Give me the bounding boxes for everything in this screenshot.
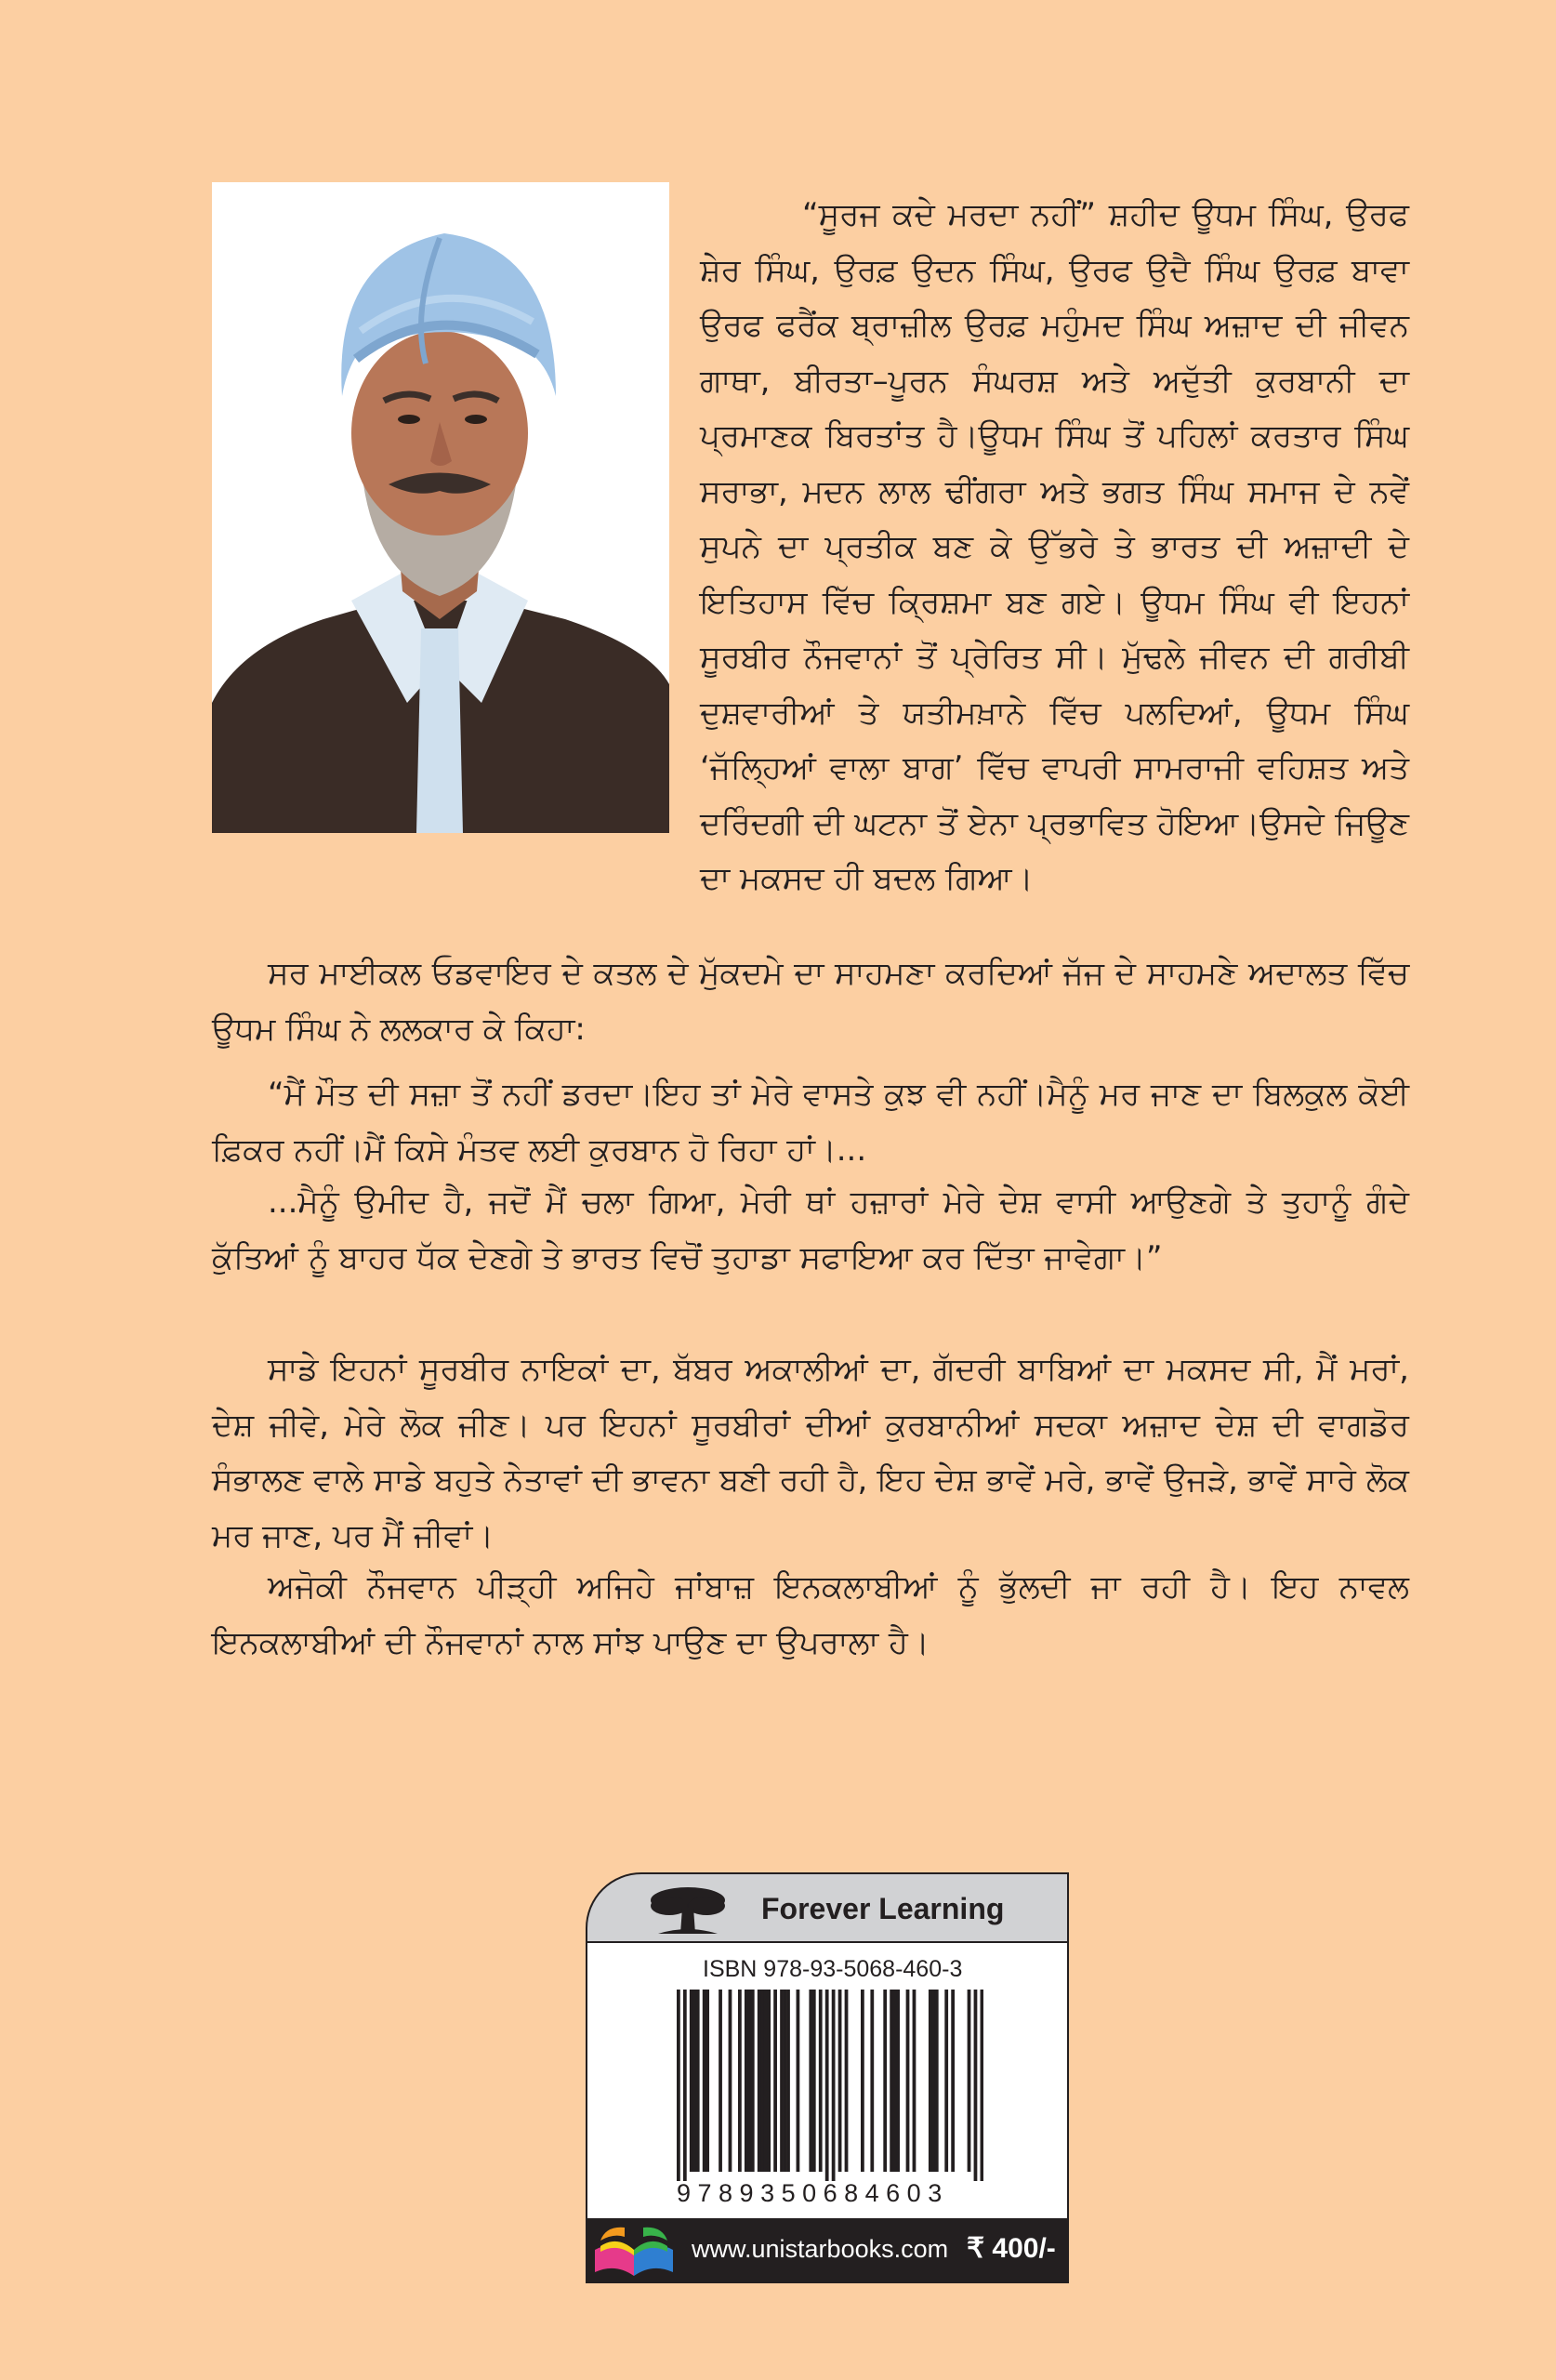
barcode-bar — [893, 1990, 897, 2172]
barcode-bar — [683, 1990, 687, 2181]
barcode-bar — [944, 1990, 948, 2172]
barcode-bar — [809, 1990, 812, 2172]
barcode-bar — [692, 1990, 696, 2172]
barcode-bar — [705, 1990, 709, 2172]
barcode-bar — [819, 1990, 823, 2172]
barcode-digits: 9789350684603 — [677, 2179, 949, 2207]
barcode-bar — [747, 1990, 751, 2172]
barcode-bar — [784, 1990, 787, 2172]
barcode-box — [586, 1872, 1069, 2272]
barcode-bar — [764, 1990, 768, 2172]
barcode-bar — [703, 1990, 706, 2172]
barcode-bar — [870, 1990, 874, 2172]
barcode-bar — [825, 1990, 829, 2181]
publisher-website: www.unistarbooks.com — [692, 2235, 949, 2263]
barcode-bar — [786, 1990, 790, 2172]
barcode-bar — [780, 1990, 784, 2172]
blurb-paragraph-1 — [212, 188, 1409, 907]
barcode-bar — [767, 1990, 771, 2172]
barcode-bar — [906, 1990, 910, 2172]
barcode-bar — [838, 1990, 842, 2172]
barcode-bar — [773, 1990, 777, 2172]
barcode-bar — [896, 1990, 900, 2172]
barcode-bar — [677, 1990, 680, 2181]
barcode-bar — [729, 1990, 732, 2172]
blurb-paragraph-1-text: “ਸੂਰਜ ਕਦੇ ਮਰਦਾ ਨਹੀਂ” ਸ਼ਹੀਦ ਊਧਮ ਸਿੰਘ, ਉਰਫ ਸ਼ੇਰ ਸਿੰਘ, ਉਰਫ਼ ਉਦਨ ਸਿੰਘ, ਉਰਫ ਉਦੈ ਸਿੰਘ ਉਰਫ਼ ਬਾਵਾ ਉਰਫ ਫਰੈਂਕ ਬ੍ਰਾਜ਼ੀਲ ਉਰਫ਼ ਮਹੁੰਮਦ ਸਿੰਘ ਅਜ਼ਾਦ ਦੀ ਜੀਵਨ ਗਾਥਾ, ਬੀਰਤਾ–ਪੂਰਨ ਸੰਘਰਸ਼ ਅਤੇ ਅਦੁੱਤੀ ਕੁਰਬਾਨੀ ਦਾ ਪ੍ਰਮਾਣਕ ਬਿਰਤਾਂਤ ਹੈ।ਊਧਮ ਸਿੰਘ ਤੋਂ ਪਹਿਲਾਂ ਕਰਤਾਰ ਸਿੰਘ ਸਰਾਭਾ, ਮਦਨ ਲਾਲ ਢੀਂਗਰਾ ਅਤੇ ਭਗਤ ਸਿੰਘ ਸਮਾਜ ਦੇ ਨਵੇਂ ਸੁਪਨੇ ਦਾ ਪ੍ਰਤੀਕ ਬਣ ਕੇ ਉੱਭਰੇ ਤੇ ਭਾਰਤ ਦੀ ਅਜ਼ਾਦੀ ਦੇ ਇਤਿਹਾਸ ਵਿੱਚ ਕ੍ਰਿਸ਼ਮਾ ਬਣ ਗਏ। ਊਧਮ ਸਿੰਘ ਵੀ ਇਹਨਾਂ ਸੂਰਬੀਰ ਨੌਜਵਾਨਾਂ ਤੋਂ ਪ੍ਰੇਰਿਤ ਸੀ। ਮੁੱਢਲੇ ਜੀਵਨ ਦੀ ਗਰੀਬੀ ਦੁਸ਼ਵਾਰੀਆਂ ਤੇ ਯਤੀਮਖ਼ਾਨੇ ਵਿੱਚ ਪਲਦਿਆਂ, ਊਧਮ ਸਿੰਘ ‘ਜੱਲ੍ਹਿਆਂ ਵਾਲਾ ਬਾਗ’ ਵਿੱਚ ਵਾਪਰੀ ਸਾਮਰਾਜੀ ਵਹਿਸ਼ਤ ਅਤੇ ਦਰਿੰਦਗੀ ਦੀ ਘਟਨਾ ਤੋਂ ਏਨਾ ਪ੍ਰਭਾਵਿਤ ਹੋਇਆ।ਉਸਦੇ ਜਿਊਣ ਦਾ ਮਕਸਦ ਹੀ ਬਦਲ ਗਿਆ। — [700, 196, 1409, 897]
publisher-name: Forever Learning — [761, 1892, 1005, 1925]
barcode-bar — [719, 1990, 722, 2172]
price-label: ₹ 400/- — [967, 2233, 1056, 2264]
barcode-bar — [745, 1990, 748, 2172]
barcode-bar — [861, 1990, 864, 2172]
barcode-bar — [968, 1990, 971, 2172]
barcode-bar — [913, 1990, 916, 2172]
barcode-bar — [797, 1990, 800, 2172]
barcode-bar — [890, 1990, 893, 2172]
barcode-area — [586, 1943, 1069, 2218]
barcode-bar — [696, 1990, 700, 2172]
blurb-paragraph-6: ਅਜੋਕੀ ਨੌਜਵਾਨ ਪੀੜ੍ਹੀ ਅਜਿਹੇ ਜਾਂਬਾਜ਼ ਇਨਕਲਾਬੀਆਂ ਨੂੰ ਭੁੱਲਦੀ ਜਾ ਰਹੀ ਹੈ। ਇਹ ਨਾਵਲ ਇਨਕਲਾਬੀਆਂ ਦੀ ਨੌਜਵਾਨਾਂ ਨਾਲ ਸਾਂਝ ਪਾਉਣ ਦਾ ਉਪਰਾਲਾ ਹੈ। — [212, 1568, 1409, 1661]
barcode-bar — [951, 1990, 955, 2172]
barcode-bar — [738, 1990, 742, 2172]
open-book-logo — [587, 2222, 680, 2280]
barcode-bar — [690, 1990, 693, 2172]
blurb-paragraph-4: ...ਮੈਨੂੰ ਉਮੀਦ ਹੈ, ਜਦੋਂ ਮੈਂ ਚਲਾ ਗਿਆ, ਮੇਰੀ ਥਾਂ ਹਜ਼ਾਰਾਂ ਮੇਰੇ ਦੇਸ਼ ਵਾਸੀ ਆਉਣਗੇ ਤੇ ਤੁਹਾਨੂੰ ਗੰਦੇ ਕੁੱਤਿਆਂ ਨੂੰ ਬਾਹਰ ਧੱਕ ਦੇਣਗੇ ਤੇ ਭਾਰਤ ਵਿਚੋਂ ਤੁਹਾਡਾ ਸਫਾਇਆ ਕਰ ਦਿੱਤਾ ਜਾਵੇਗਾ।” — [212, 1183, 1409, 1276]
barcode-bar — [974, 1990, 978, 2181]
barcode-bar — [812, 1990, 816, 2172]
barcode-bar — [935, 1990, 939, 2172]
isbn-label: ISBN 978-93-5068-460-3 — [703, 1956, 963, 1982]
publisher-footer — [586, 2218, 1069, 2283]
barcode-bar — [981, 1990, 983, 2181]
barcode-bar — [883, 1990, 887, 2172]
barcode-bars — [677, 1990, 983, 2181]
barcode-bar — [760, 1990, 764, 2172]
barcode-bar — [751, 1990, 755, 2172]
photo-spacer — [212, 188, 700, 866]
barcode-bar — [931, 1990, 935, 2172]
barcode-bar — [832, 1990, 836, 2181]
blurb-paragraph-2: ਸਰ ਮਾਈਕਲ ਓਡਵਾਇਰ ਦੇ ਕਤਲ ਦੇ ਮੁੱਕਦਮੇ ਦਾ ਸਾਹਮਣਾ ਕਰਦਿਆਂ ਜੱਜ ਦੇ ਸਾਹਮਣੇ ਅਦਾਲਤ ਵਿੱਚ ਊਧਮ ਸਿੰਘ ਨੇ ਲਲਕਾਰ ਕੇ ਕਿਹਾ: — [212, 955, 1409, 1048]
blurb-paragraph-5: ਸਾਡੇ ਇਹਨਾਂ ਸੂਰਬੀਰ ਨਾਇਕਾਂ ਦਾ, ਬੱਬਰ ਅਕਾਲੀਆਂ ਦਾ, ਗੱਦਰੀ ਬਾਬਿਆਂ ਦਾ ਮਕਸਦ ਸੀ, ਮੈਂ ਮਰਾਂ, ਦੇਸ਼ ਜੀਵੇ, ਮੇਰੇ ਲੋਕ ਜੀਣ। ਪਰ ਇਹਨਾਂ ਸੂਰਬੀਰਾਂ ਦੀਆਂ ਕੁਰਬਾਨੀਆਂ ਸਦਕਾ ਅਜ਼ਾਦ ਦੇਸ਼ ਦੀ ਵਾਗਡੋਰ ਸੰਭਾਲਣ ਵਾਲੇ ਸਾਡੇ ਬਹੁਤੇ ਨੇਤਾਵਾਂ ਦੀ ਭਾਵਨਾ ਬਣੀ ਰਹੀ ਹੈ, ਇਹ ਦੇਸ਼ ਭਾਵੇਂ ਮਰੇ, ਭਾਵੇਂ ਉਜੜੇ, ਭਾਵੇਂ ਸਾਰੇ ਲੋਕ ਮਰ ਜਾਣ, ਪਰ ਮੈਂ ਜੀਵਾਂ। — [212, 1351, 1409, 1554]
tree-icon — [645, 1880, 731, 1939]
barcode-bar — [845, 1990, 849, 2172]
barcode-bar — [929, 1990, 932, 2172]
blurb-paragraph-3: “ਮੈਂ ਮੌਤ ਦੀ ਸਜ਼ਾ ਤੋਂ ਨਹੀਂ ਡਰਦਾ।ਇਹ ਤਾਂ ਮੇਰੇ ਵਾਸਤੇ ਕੁਝ ਵੀ ਨਹੀਂ।ਮੈਨੂੰ ਮਰ ਜਾਣ ਦਾ ਬਿਲਕੁਲ ਕੋਈ ਫ਼ਿਕਰ ਨਹੀਂ।ਮੈਂ ਕਿਸੇ ਮੰਤਵ ਲਈ ਕੁਰਬਾਨ ਹੋ ਰਿਹਾ ਹਾਂ।... — [212, 1076, 1409, 1169]
publisher-header — [586, 1872, 1069, 1943]
barcode-bar — [758, 1990, 761, 2172]
